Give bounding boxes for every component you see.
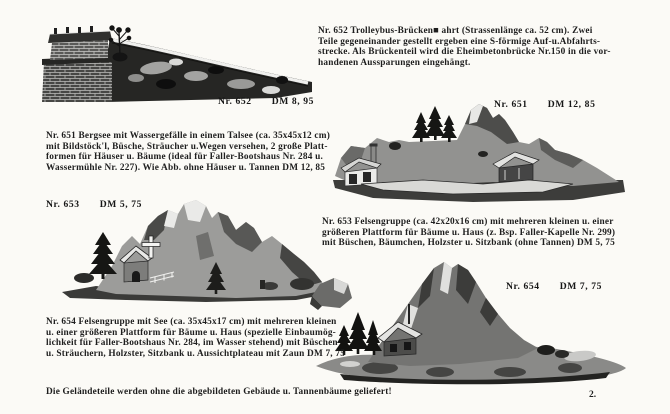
railing-post (54, 28, 57, 34)
product-number: Nr. 651 (494, 99, 528, 110)
description-line: Nr. 652 Trolleybus-Brücken■ ahrt (Strassenlänge ca. 52 cm). Zwei (318, 26, 593, 36)
description-line: u. Sträuchern, Holzster, Sitzbank u. Aussichtplateau mit Zaun DM 7, 75 (46, 348, 346, 359)
description-line: strecke. Als Brückenteil wird die Eheimbetonbrücke Nr.150 in die vor- (318, 47, 611, 57)
description-654 (46, 317, 345, 359)
fir-tree (89, 232, 117, 279)
illustration-rock-lake-654 (310, 260, 632, 387)
description-line: Nr. 651 Bergsee mit Wassergefälle in einem Talsee (ca. 35x45x12 cm) (46, 131, 330, 141)
product-price: DM 12, 85 (547, 99, 596, 110)
base-mottle (494, 367, 526, 377)
mast (408, 304, 410, 324)
fir-tree (425, 106, 445, 140)
water-glint (340, 361, 360, 367)
bush (478, 151, 488, 157)
product-price: DM 5, 75 (99, 199, 143, 210)
illustration-bridge-ramp-652 (36, 12, 314, 104)
description-line: Nr. 653 Felsengruppe (ca. 42x20x16 cm) mit mehreren kleinen u. einer (322, 217, 614, 227)
rock-mottle (184, 71, 208, 81)
description-line: formen für Häuser u. Bäume (ideal für Faller-Bootshaus Nr. 284 u. (46, 152, 324, 162)
bush (389, 142, 401, 150)
description-653 (322, 217, 615, 249)
brick-pier-lower (42, 59, 112, 102)
fir-tree (441, 115, 457, 142)
rock-mottle (169, 59, 183, 66)
bush (74, 273, 94, 283)
description-651 (46, 131, 330, 173)
rock-outcrop (310, 278, 352, 310)
caption-gap (540, 281, 560, 292)
caption-652 (218, 96, 314, 107)
description-line: mit Bildstöck'l, Büsche, Sträucher u.Wegen versehen, 2 große Platt- (46, 141, 328, 152)
brick-pier-upper (50, 40, 108, 60)
bench (260, 280, 265, 289)
rock-mottle (262, 86, 280, 94)
product-price: DM 7, 75 (559, 281, 603, 292)
description-652 (318, 26, 611, 68)
railing-post (78, 27, 81, 33)
caption-653 (46, 199, 142, 210)
footer-note: Die Geländeteile werden ohne die abgebildeten Gebäude u. Tannenbäume geliefert! (46, 387, 392, 397)
product-number: Nr. 653 (46, 199, 80, 210)
fir-tree (347, 312, 369, 354)
caption-gap (80, 199, 100, 210)
railing-post (90, 26, 93, 32)
product-number: Nr. 652 (218, 96, 252, 107)
caption-gap (252, 96, 272, 107)
description-line: Nr. 654 Felsengruppe mit See (ca. 35x45x17 cm) mit mehreren kleinen (46, 317, 337, 327)
description-line: u. einer größeren Plattform für Bäume u. Haus (spezielle Einbaumög- (46, 327, 336, 338)
description-line: Teile gegeneinander gestellt ergeben eine S-förmige Auf-u.Abfahrts- (318, 36, 601, 47)
caption-651 (494, 99, 595, 110)
bush (555, 350, 569, 358)
description-line: größeren Plattform für Bäume u. Haus (z. Bsp. Faller-Kapelle Nr. 299) (322, 227, 616, 238)
chimney-cap (370, 144, 378, 147)
rock-mottle (227, 79, 255, 89)
railing-post (66, 27, 69, 33)
product-price: DM 8, 95 (271, 96, 315, 107)
base-mottle (426, 367, 454, 377)
illustration-rock-group-653 (56, 196, 330, 308)
description-line: mit Büschen, Bäumchen, Holzster u. Sitzbank (ohne Tannen) DM 5, 75 (322, 238, 616, 248)
page-number: 2. (589, 390, 597, 400)
caption-gap (528, 99, 548, 110)
ramp-end-knob (276, 76, 288, 84)
description-line: handenen Aussparungen eingehängt. (318, 57, 471, 68)
caption-654 (506, 281, 602, 292)
rock-mottle (128, 74, 144, 82)
description-line: lichkeit für Faller-Bootshaus Nr. 284, im Wasser stehend) mit Büschen (46, 338, 338, 348)
bush (537, 345, 555, 355)
product-number: Nr. 654 (506, 281, 540, 292)
description-line: Wassermühle Nr. 227). Wie Abb. ohne Häuser u. Tannen DM 12, 85 (46, 162, 326, 173)
rock-shadow (156, 79, 176, 89)
base-mottle (558, 363, 582, 373)
